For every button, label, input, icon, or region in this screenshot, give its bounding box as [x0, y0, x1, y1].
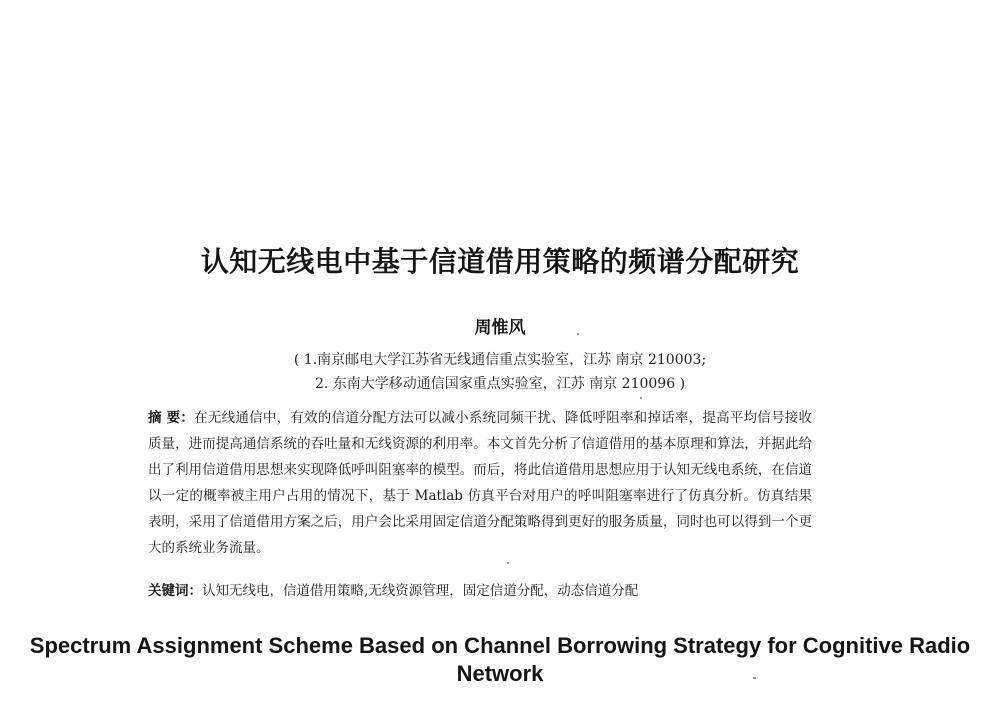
- scan-speck: [577, 333, 579, 335]
- abstract-label: 摘 要：: [148, 410, 195, 426]
- scan-speck: [753, 677, 756, 679]
- author-name: 周惟风: [474, 318, 526, 338]
- chinese-title: 认知无线电中基于信道借用策略的频谱分配研究: [200, 245, 800, 278]
- scan-speck: [640, 397, 642, 399]
- keywords: [148, 580, 812, 602]
- english-title: Spectrum Assignment Scheme Based on Channel Borrowing Strategy for Cognitive Radio Network: [29, 633, 971, 686]
- abstract-text: 在无线通信中，有效的信道分配方法可以减小系统同频干扰、降低呼阻率和掉话率，提高平均信号接收质量，进而提高通信系统的吞吐量和无线资源的利用率。本文首先分析了信道借用的基本原理和算法，并据此给出了利用信道借用思想来实现降低呼叫阻塞率的模型。而后，将此信道借用思想应用于认知无线电系统，在信道以一定的概率被主用户占用的情况下，基于 Matlab 仿真平台对用户的呼叫阻塞率进行了仿真分析。仿真结果表明，采用了信道借用方案之后，用户会比采用固定信道分配策略得到更好的服务质量，同时也可以得到一个更大的系统业务流量。: [148, 410, 813, 556]
- scan-speck: [507, 562, 509, 564]
- keywords-label: 关键词：: [148, 583, 202, 599]
- affiliation-1: ( 1.南京邮电大学江苏省无线通信重点实验室，江苏 南京 210003;: [293, 352, 707, 368]
- abstract: [148, 405, 812, 561]
- keywords-text: 认知无线电，信道借用策略,无线资源管理，固定信道分配，动态信道分配: [202, 583, 639, 599]
- affiliation-2: 2. 东南大学移动通信国家重点实验室，江苏 南京 210096 ): [314, 376, 686, 392]
